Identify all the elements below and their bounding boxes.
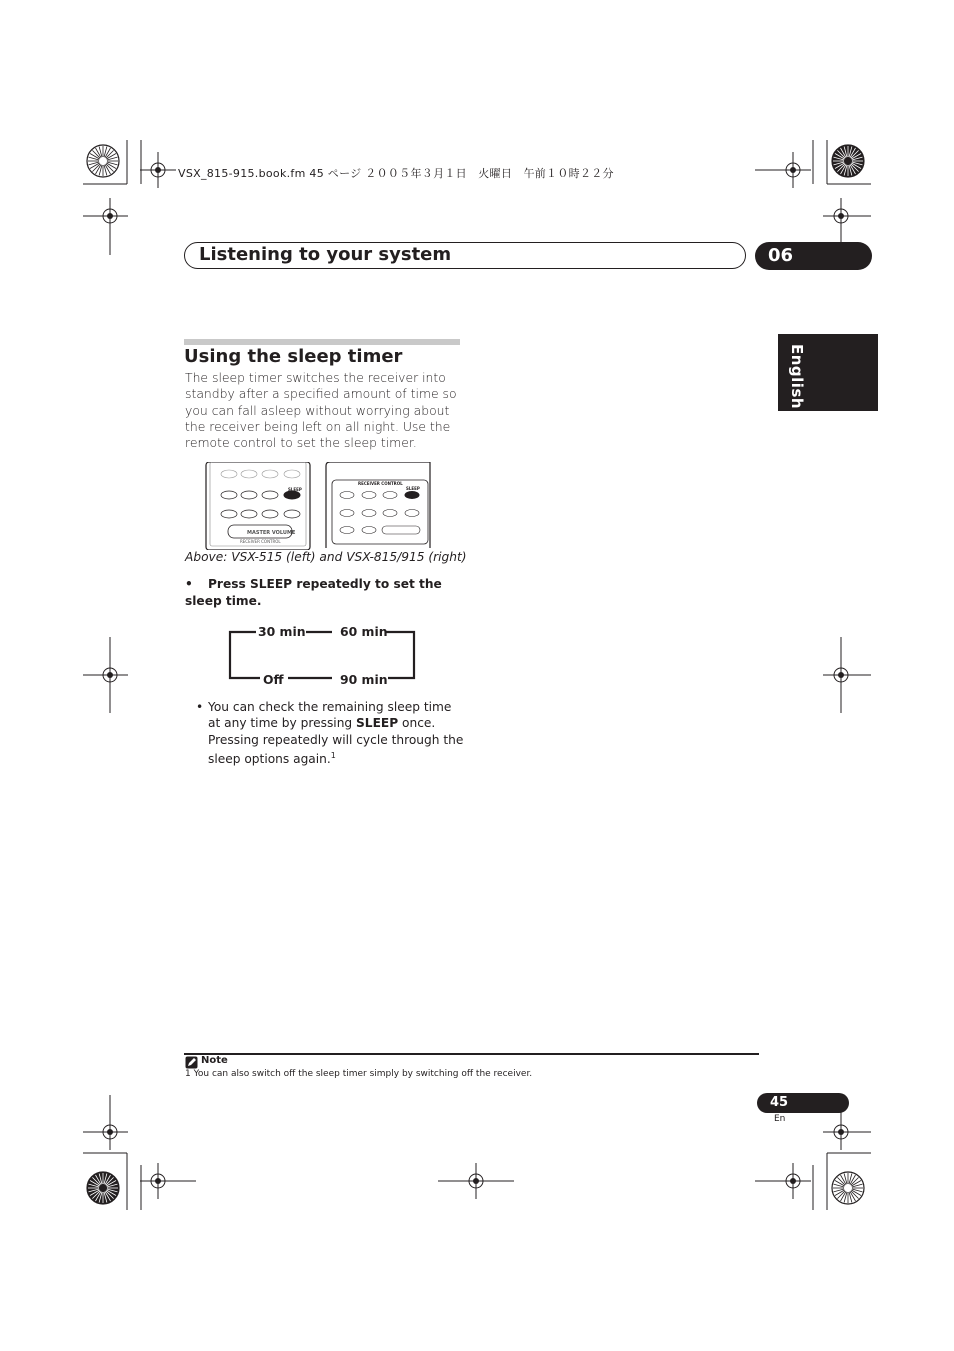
chapter-number: 06 bbox=[768, 245, 794, 266]
note-label: Note bbox=[201, 1055, 228, 1066]
footnote-text: 1 You can also switch off the sleep timer simply by switching off the receiver. bbox=[185, 1069, 533, 1079]
cycle-60-min: 60 min bbox=[340, 624, 388, 639]
language-tab-label: English bbox=[788, 344, 806, 410]
intro-paragraph: The sleep timer switches the receiver into standby after a specified amount of time so you can fall asleep without worrying about the receiver being left on all night. Use the remote control to set the sleep timer. bbox=[185, 370, 457, 451]
note-rule bbox=[184, 1053, 759, 1055]
file-info-header: VSX_815-915.book.fm 45 ページ ２００５年３月１日 火曜日 午前１０時２２分 bbox=[178, 167, 614, 180]
tip-text-before: You can check the remaining sleep time at any time by pressing bbox=[208, 700, 452, 731]
svg-text:RECEIVER CONTROL: RECEIVER CONTROL bbox=[240, 539, 281, 544]
cycle-off: Off bbox=[263, 672, 284, 687]
svg-text:MASTER VOLUME: MASTER VOLUME bbox=[247, 530, 296, 536]
page-language: En bbox=[774, 1114, 786, 1124]
step-bullet: • bbox=[185, 577, 193, 591]
svg-text:RECEIVER CONTROL: RECEIVER CONTROL bbox=[358, 481, 403, 486]
tip-sleep-key: SLEEP bbox=[356, 716, 399, 731]
note-icon bbox=[185, 1056, 198, 1069]
tip-text-after: once. Pressing repeatedly will cycle through the sleep options again. bbox=[208, 716, 464, 766]
tip-bullet: • bbox=[196, 700, 204, 714]
section-title: Using the sleep timer bbox=[184, 346, 403, 367]
page-number: 45 bbox=[770, 1095, 789, 1110]
step-instruction bbox=[185, 576, 461, 610]
cycle-90-min: 90 min bbox=[340, 672, 388, 687]
remote-control-figure bbox=[204, 462, 434, 550]
footnote-ref: 1 bbox=[330, 750, 336, 760]
sleep-cycle-diagram bbox=[220, 620, 430, 692]
cycle-30-min: 30 min bbox=[258, 624, 306, 639]
remote-right bbox=[326, 462, 430, 548]
svg-text:SLEEP: SLEEP bbox=[406, 486, 420, 491]
step-text: Press SLEEP repeatedly to set the sleep time. bbox=[185, 577, 442, 608]
chapter-title: Listening to your system bbox=[199, 244, 452, 265]
figure-caption: Above: VSX-515 (left) and VSX-815/915 (right) bbox=[185, 550, 467, 564]
section-rule bbox=[184, 339, 460, 345]
svg-text:SLEEP: SLEEP bbox=[288, 487, 302, 492]
sleep-check-tip bbox=[196, 699, 464, 767]
remote-left bbox=[206, 462, 310, 550]
